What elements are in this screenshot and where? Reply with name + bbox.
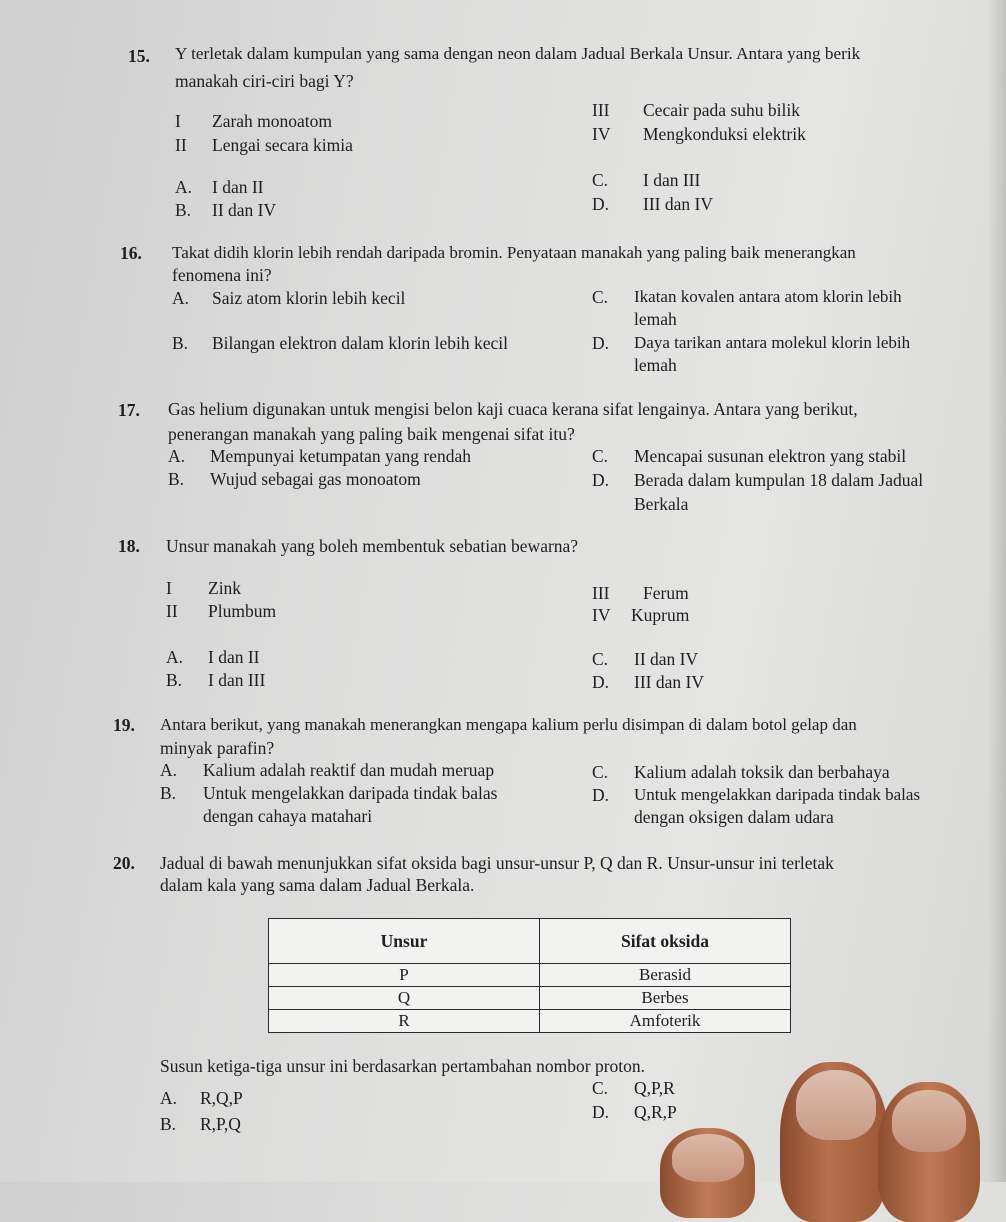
q15-item-roman-4: IV (592, 124, 611, 144)
q19-option-c-label: C. (592, 762, 609, 782)
q19-option-d-label: D. (592, 785, 610, 805)
q18-option-d-label: D. (592, 672, 610, 692)
fingernail-2 (892, 1090, 966, 1152)
q20-option-c-label: C. (592, 1078, 609, 1098)
table-row (269, 1010, 791, 1033)
oxide-properties-table (268, 918, 791, 1033)
q18-item-text-2: Plumbum (208, 601, 277, 621)
q19-option-b-cont: dengan cahaya matahari (203, 806, 373, 826)
q15-item-roman-1: I (175, 111, 181, 131)
table-header-row (269, 919, 791, 964)
q17-option-a: Mempunyai ketumpatan yang rendah (210, 446, 471, 466)
q17-option-b-label: B. (168, 469, 185, 489)
table-cell-element: R (269, 1010, 540, 1033)
q15-option-b-label: B. (175, 200, 192, 220)
table-cell-element: P (269, 964, 540, 987)
q18-item-roman-1: I (166, 578, 172, 598)
q15-option-d-label: D. (592, 194, 610, 214)
question-16-text-line1: Takat didih klorin lebih rendah daripada bromin. Penyataan manakah yang paling baik menerangkan (172, 243, 856, 262)
q16-option-c: Ikatan kovalen antara atom klorin lebih (634, 287, 902, 306)
question-19-number: 19. (113, 715, 135, 735)
q15-item-roman-2: II (175, 135, 187, 155)
q20-option-c: Q,P,R (634, 1078, 675, 1098)
q20-option-a-label: A. (160, 1088, 178, 1108)
q18-option-b: I dan III (208, 670, 266, 690)
q18-option-d: III dan IV (634, 672, 704, 692)
q18-option-c: II dan IV (634, 649, 699, 669)
question-20-number: 20. (113, 853, 135, 873)
q17-option-d: Berada dalam kumpulan 18 dalam Jadual (634, 470, 924, 490)
q18-option-c-label: C. (592, 649, 609, 669)
q18-option-a: I dan II (208, 647, 260, 667)
table-cell-oxide: Berasid (540, 964, 791, 987)
question-15-number: 15. (128, 46, 150, 66)
q19-option-b-label: B. (160, 783, 177, 803)
q16-option-d: Daya tarikan antara molekul klorin lebih (634, 333, 911, 352)
q17-option-a-label: A. (168, 446, 186, 466)
q19-option-c: Kalium adalah toksik dan berbahaya (634, 762, 890, 782)
q15-option-a-label: A. (175, 177, 193, 197)
q18-item-text-3: Ferum (643, 583, 689, 603)
table-cell-oxide: Berbes (540, 987, 791, 1010)
fingernail-1 (796, 1070, 876, 1140)
q18-option-a-label: A. (166, 647, 184, 667)
q18-option-b-label: B. (166, 670, 183, 690)
q16-option-b-label: B. (172, 333, 189, 353)
q15-option-a: I dan II (212, 177, 264, 197)
q20-option-a: R,Q,P (200, 1088, 243, 1108)
q20-option-b-label: B. (160, 1114, 177, 1134)
q19-option-a-label: A. (160, 760, 178, 780)
q16-option-b: Bilangan elektron dalam klorin lebih kecil (212, 333, 508, 353)
question-15-text-line1: Y terletak dalam kumpulan yang sama dengan neon dalam Jadual Berkala Unsur. Antara yang berik (175, 44, 861, 63)
question-20-text-line1: Jadual di bawah menunjukkan sifat oksida bagi unsur-unsur P, Q dan R. Unsur-unsur ini terletak (160, 853, 834, 873)
table-header-unsur: Unsur (269, 919, 540, 964)
q16-option-a-label: A. (172, 288, 190, 308)
q17-option-c-label: C. (592, 446, 609, 466)
question-17-text-line1: Gas helium digunakan untuk mengisi belon kaji cuaca kerana sifat lengainya. Antara yang berikut, (168, 399, 858, 419)
q20-option-d: Q,R,P (634, 1102, 677, 1122)
q19-option-d-cont: dengan oksigen dalam udara (634, 807, 834, 827)
question-17-number: 17. (118, 400, 140, 420)
question-18-text-line1: Unsur manakah yang boleh membentuk sebatian bewarna? (166, 536, 579, 556)
q15-option-b: II dan IV (212, 200, 277, 220)
q15-option-c: I dan III (643, 170, 701, 190)
question-16-number: 16. (120, 243, 142, 263)
q17-option-b: Wujud sebagai gas monoatom (210, 469, 421, 489)
page-edge-shadow (988, 0, 1006, 1182)
q15-item-text-3: Cecair pada suhu bilik (643, 100, 800, 120)
q16-option-c-label: C. (592, 287, 609, 307)
q18-item-text-1: Zink (208, 578, 242, 598)
question-20-text-line2: dalam kala yang sama dalam Jadual Berkala. (160, 875, 475, 895)
q18-item-roman-3: III (592, 583, 610, 603)
q19-option-d: Untuk mengelakkan daripada tindak balas (634, 785, 921, 804)
q15-item-roman-3: III (592, 100, 610, 120)
q15-option-c-label: C. (592, 170, 609, 190)
question-18-number: 18. (118, 536, 140, 556)
q19-option-b: Untuk mengelakkan daripada tindak balas (203, 783, 498, 803)
table-row (269, 964, 791, 987)
q15-item-text-4: Mengkonduksi elektrik (643, 124, 806, 144)
q16-option-c-cont: lemah (634, 309, 677, 329)
q15-item-text-2: Lengai secara kimia (212, 135, 353, 155)
q16-option-a: Saiz atom klorin lebih kecil (212, 288, 406, 308)
question-17-text-line2: penerangan manakah yang paling baik mengenai sifat itu? (168, 424, 575, 444)
table-header-sifat-oksida: Sifat oksida (540, 919, 791, 964)
table-cell-oxide: Amfoterik (540, 1010, 791, 1033)
question-16-text-line2: fenomena ini? (172, 265, 272, 285)
question-15-text-line2: manakah ciri-ciri bagi Y? (175, 71, 354, 91)
q15-item-text-1: Zarah monoatom (212, 111, 333, 131)
q17-option-d-label: D. (592, 470, 610, 490)
q20-option-d-label: D. (592, 1102, 610, 1122)
q16-option-d-label: D. (592, 333, 610, 353)
question-19-text-line1: Antara berikut, yang manakah menerangkan mengapa kalium perlu disimpan di dalam botol gelap dan (160, 715, 857, 734)
question-19-text-line2: minyak parafin? (160, 738, 275, 758)
q17-option-c: Mencapai susunan elektron yang stabil (634, 446, 907, 466)
q19-option-a: Kalium adalah reaktif dan mudah meruap (203, 760, 495, 780)
q18-item-roman-2: II (166, 601, 178, 621)
q18-item-text-4: Kuprum (631, 605, 690, 625)
table-row (269, 987, 791, 1010)
fingernail-3 (672, 1134, 744, 1182)
q17-option-d-cont: Berkala (634, 494, 689, 514)
q16-option-d-cont: lemah (634, 355, 677, 375)
q18-item-roman-4: IV (592, 605, 611, 625)
q15-option-d: III dan IV (643, 194, 713, 214)
table-cell-element: Q (269, 987, 540, 1010)
question-20-text-line3: Susun ketiga-tiga unsur ini berdasarkan pertambahan nombor proton. (160, 1056, 646, 1076)
q20-option-b: R,P,Q (200, 1114, 241, 1134)
